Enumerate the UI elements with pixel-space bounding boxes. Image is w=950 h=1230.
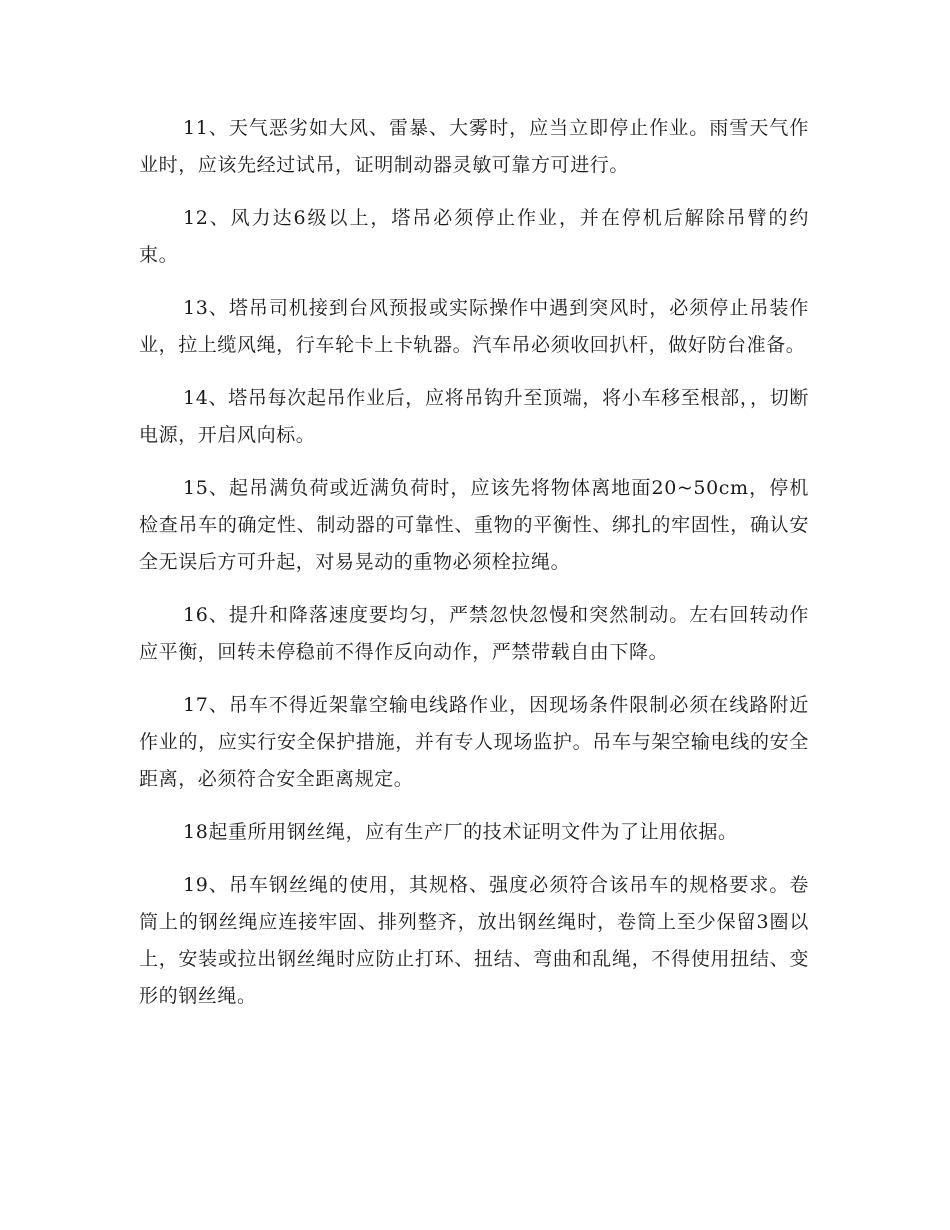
paragraph-13: 13、塔吊司机接到台风预报或实际操作中遇到突风时，必须停止吊装作业，拉上缆风绳，行车轮卡上卡轨器。汽车吊必须收回扒杆，做好防台准备。 <box>139 297 809 356</box>
document-body <box>139 110 809 1031</box>
paragraph-15: 15、起吊满负荷或近满负荷时，应该先将物体离地面20~50cm，停机检查吊车的确定性、制动器的可靠性、重物的平衡性、绑扎的牢固性，确认安全无误后方可升起，对易晃动的重物必须栓拉绳。 <box>139 477 809 573</box>
paragraph-16: 16、提升和降落速度要均匀，严禁忽快忽慢和突然制动。左右回转动作应平衡，回转未停稳前不得作反向动作，严禁带载自由下降。 <box>139 604 809 663</box>
paragraph-17: 17、吊车不得近架靠空输电线路作业，因现场条件限制必须在线路附近作业的，应实行安全保护措施，并有专人现场监护。吊车与架空输电线的安全距离，必须符合安全距离规定。 <box>139 694 809 790</box>
paragraph-11: 11、天气恶劣如大风、雷暴、大雾时，应当立即停止作业。雨雪天气作业时，应该先经过试吊，证明制动器灵敏可靠方可进行。 <box>139 117 809 176</box>
paragraph-19: 19、吊车钢丝绳的使用，其规格、强度必须符合该吊车的规格要求。卷筒上的钢丝绳应连接牢固、排列整齐，放出钢丝绳时，卷筒上至少保留3圈以上，安装或拉出钢丝绳时应防止打环、扭结、弯曲和乱绳，不得使用扭结、变形的钢丝绳。 <box>139 874 809 1007</box>
paragraph-12: 12、风力达6级以上，塔吊必须停止作业，并在停机后解除吊臂的约束。 <box>139 207 809 266</box>
paragraph-18: 18起重所用钢丝绳，应有生产厂的技术证明文件为了让用依据。 <box>183 821 738 843</box>
paragraph-14: 14、塔吊每次起吊作业后，应将吊钩升至顶端，将小车移至根部，，切断电源，开启风向标。 <box>139 387 809 446</box>
